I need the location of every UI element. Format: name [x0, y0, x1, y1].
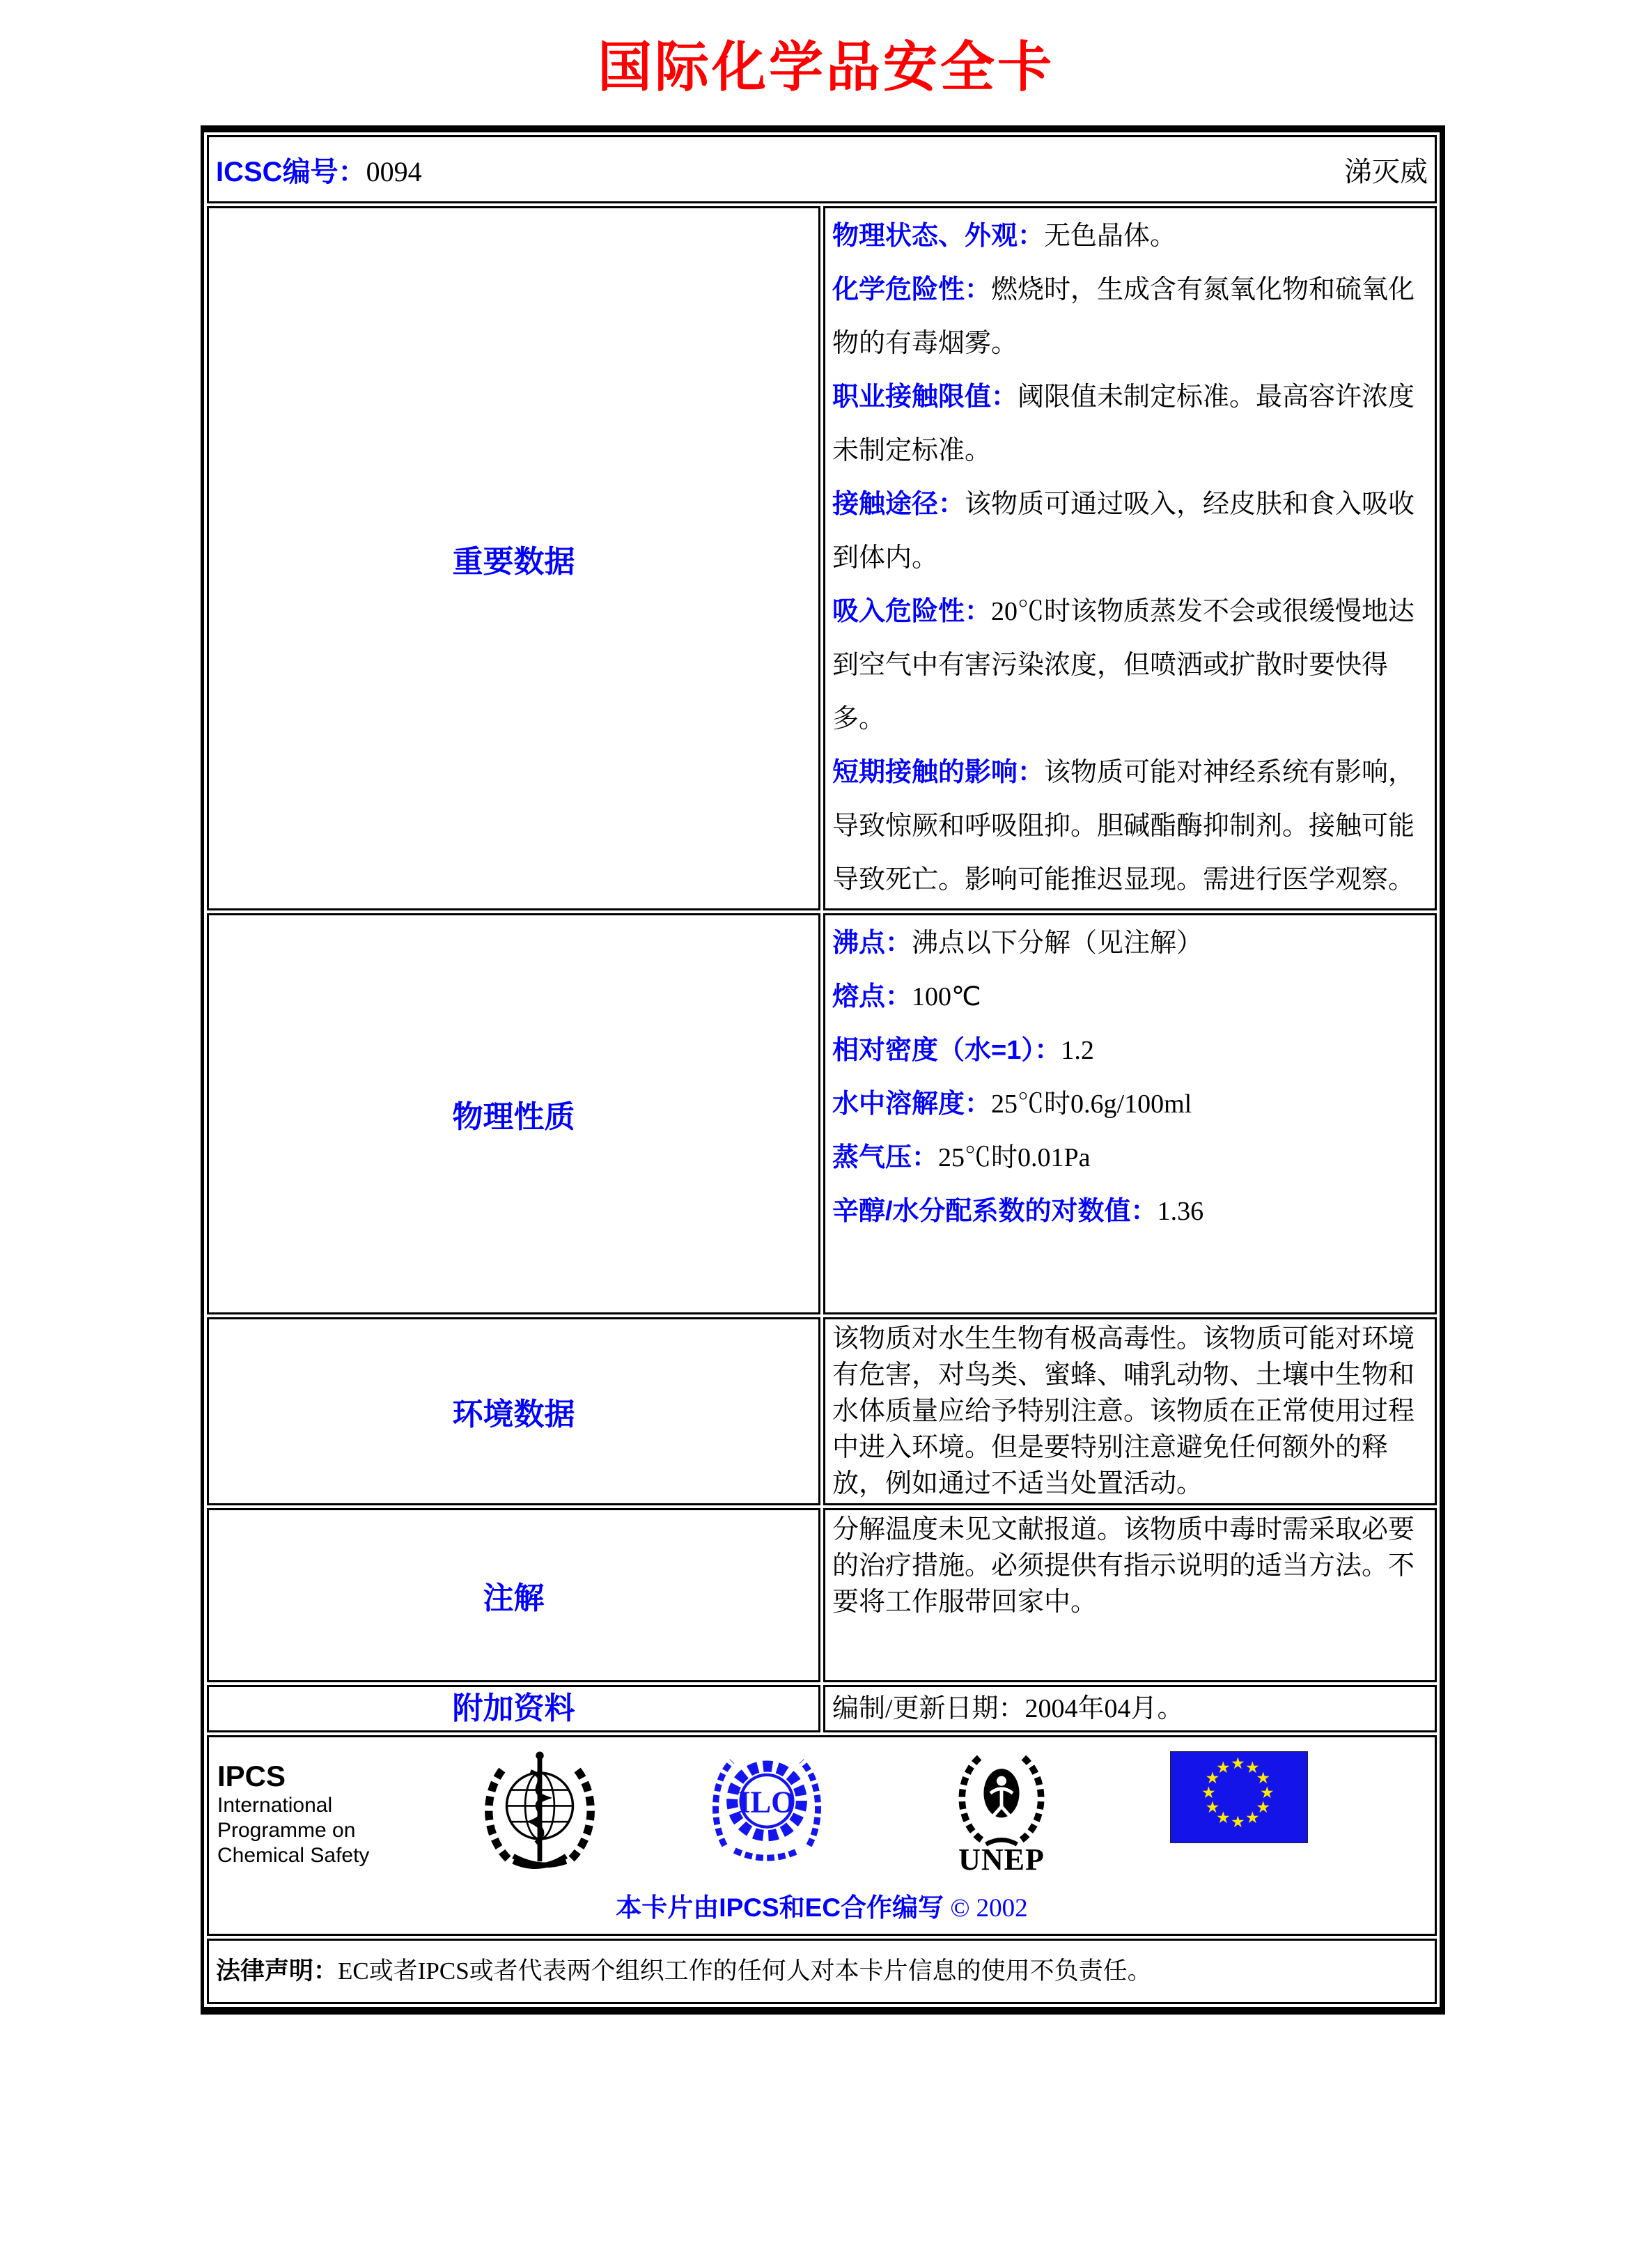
property-line: 吸入危险性：20℃时该物质蒸发不会或很缓慢地达到空气中有害污染浓度，但喷洒或扩散时要快得多。: [832, 597, 1415, 734]
property-line: 熔点：100℃: [832, 982, 981, 1011]
credit-line: [217, 1886, 1426, 1924]
unep-label: UNEP: [958, 1842, 1045, 1877]
additional-info-row: [207, 1685, 1437, 1732]
property-line: 辛醇/水分配系数的对数值：1.36: [832, 1197, 1204, 1226]
legal-row: [207, 1939, 1437, 2004]
who-emblem-icon: [474, 1744, 606, 1878]
physical-properties-label: 物理性质: [207, 913, 820, 1314]
ilo-emblem-icon: [705, 1744, 829, 1872]
icsc-number-group: [216, 150, 422, 189]
section-text: 该物质对水生生物有极高毒性。该物质可能对环境有危害，对鸟类、蜜蜂、哺乳动物、土壤中生物和水体质量应给予特别注意。该物质在正常使用过程中进入环境。但是要特别注意避免任何额外的释放，例如通过不适当处置活动。: [832, 1324, 1415, 1498]
legal-label: 法律声明：: [216, 1957, 338, 1985]
credit-year: © 2002: [950, 1894, 1028, 1923]
property-line: 物理状态、外观：无色晶体。: [832, 222, 1177, 251]
important-data-content: [823, 206, 1437, 910]
notes-label: 注解: [207, 1508, 820, 1682]
important-data-row: [207, 206, 1437, 910]
property-line: 沸点：沸点以下分解（见注解）: [832, 929, 1203, 958]
property-line: 接触途径：该物质可通过吸入，经皮肤和食入吸收到体内。: [832, 490, 1415, 573]
ilo-letters: ILO: [738, 1784, 795, 1820]
icsc-number-value: 0094: [366, 155, 422, 187]
unep-emblem-icon: [946, 1744, 1057, 1849]
ipcs-title: IPCS: [217, 1760, 286, 1792]
property-line: 短期接触的影响：该物质可能对神经系统有影响，导致惊厥和呼吸阻抑。胆碱酯酶抑制剂。接触可能导致死亡。影响可能推迟显现。需进行医学观察。: [832, 758, 1415, 894]
environmental-data-row: [207, 1317, 1437, 1505]
important-data-label: 重要数据: [207, 206, 820, 910]
logos-row: [207, 1735, 1437, 1936]
icsc-number-label: ICSC编号：: [216, 156, 366, 187]
property-line: 蒸气压：25℃时0.01Pa: [832, 1143, 1091, 1172]
additional-info-content: 编制/更新日期：2004年04月。: [823, 1685, 1437, 1732]
unep-emblem-block: [946, 1744, 1057, 1875]
credit-text: 本卡片由IPCS和EC合作编写: [616, 1893, 944, 1922]
logo-strip: [217, 1744, 1426, 1878]
environmental-data-content: [823, 1317, 1437, 1505]
legal-text: EC或者IPCS或者代表两个组织工作的任何人对本卡片信息的使用不负责任。: [338, 1957, 1152, 1985]
physical-properties-row: [207, 913, 1437, 1314]
chemical-name: 涕灭威: [1344, 155, 1428, 187]
notes-row: [207, 1508, 1437, 1682]
notes-content: [823, 1508, 1437, 1682]
property-line: 水中溶解度：25℃时0.6g/100ml: [832, 1089, 1192, 1119]
ipcs-text-block: IPCS International Programme on Chemical Safety: [217, 1760, 391, 1868]
property-line: 化学危险性：燃烧时，生成含有氮氧化物和硫氧化物的有毒烟雾。: [832, 275, 1415, 358]
property-line: 职业接触限值：阈限值未制定标准。最高容许浓度未制定标准。: [832, 382, 1415, 465]
additional-info-label: 附加资料: [207, 1685, 820, 1732]
property-line: 相对密度（水=1）：1.2: [832, 1036, 1094, 1065]
physical-properties-content: [823, 913, 1437, 1314]
icsc-card-table: [201, 125, 1445, 2015]
section-text: 分解温度未见文献报道。该物质中毒时需采取必要的治疗措施。必须提供有指示说明的适当方法。不要将工作服带回家中。: [832, 1515, 1415, 1617]
eu-flag-icon: ★ ★ ★ ★ ★ ★ ★ ★ ★ ★ ★ ★: [1170, 1751, 1308, 1843]
header-row: [207, 135, 1437, 203]
environmental-data-label: 环境数据: [207, 1317, 820, 1505]
page-title: 国际化学品安全卡: [597, 36, 1054, 98]
